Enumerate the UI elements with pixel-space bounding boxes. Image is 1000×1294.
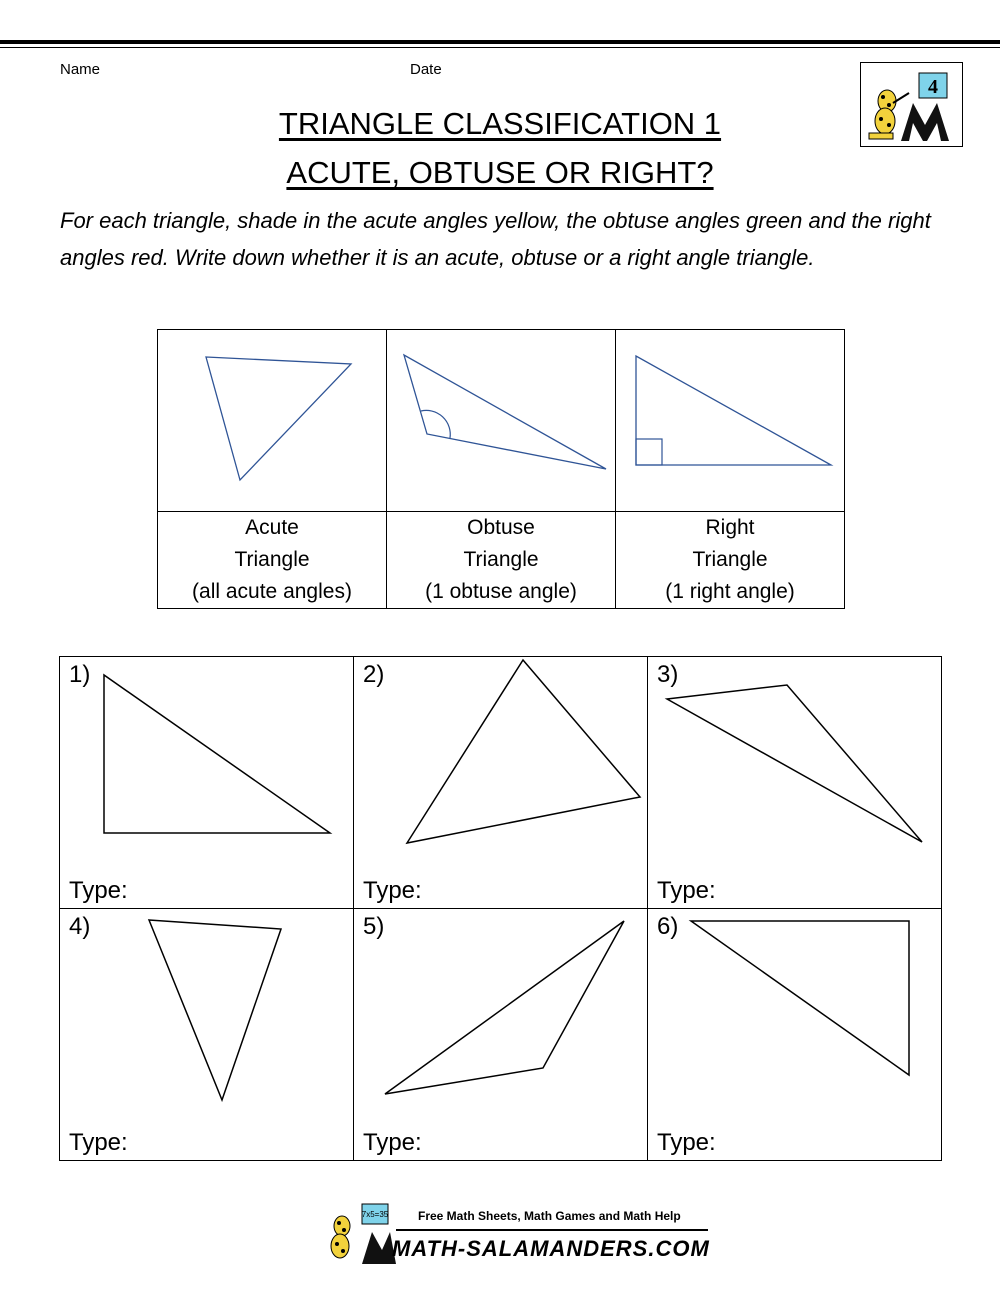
caption-line: (all acute angles) — [192, 580, 352, 603]
example-obtuse-figure — [387, 330, 616, 512]
date-label: Date — [410, 61, 442, 78]
question-cell-2 — [354, 657, 648, 909]
footer-tagline: Free Math Sheets, Math Games and Math Help — [418, 1209, 681, 1223]
question-cell-4 — [60, 909, 354, 1161]
question-grid — [59, 656, 942, 1161]
page-subtitle: ACUTE, OBTUSE OR RIGHT? — [286, 155, 714, 190]
example-right-caption — [616, 512, 845, 609]
caption-line: Triangle — [463, 548, 539, 571]
question-number: 4) — [69, 913, 91, 940]
example-obtuse-caption — [387, 512, 616, 609]
caption-line: (1 obtuse angle) — [425, 580, 577, 603]
example-table — [157, 329, 845, 609]
caption-line: Acute — [245, 516, 299, 539]
example-acute-caption — [158, 512, 387, 609]
example-acute-figure — [158, 330, 387, 512]
triangle-1-icon — [60, 657, 353, 908]
question-cell-5 — [354, 909, 648, 1161]
salamander-mascot-icon — [326, 1202, 396, 1266]
caption-line: Triangle — [692, 548, 768, 571]
question-type-field[interactable]: Type: — [69, 1129, 128, 1156]
question-type-field[interactable]: Type: — [363, 1129, 422, 1156]
triangle-4-icon — [60, 909, 353, 1160]
footer-logo — [326, 1202, 396, 1266]
question-number: 3) — [657, 661, 679, 688]
caption-line: (1 right angle) — [665, 580, 795, 603]
acute-triangle-icon — [158, 330, 386, 506]
question-cell-6 — [648, 909, 942, 1161]
top-rule-thin — [0, 47, 1000, 48]
top-rule-thick — [0, 40, 1000, 44]
question-type-field[interactable]: Type: — [363, 877, 422, 904]
question-type-field[interactable]: Type: — [657, 1129, 716, 1156]
caption-line: Triangle — [234, 548, 310, 571]
footer-brand-link[interactable]: MATH-SALAMANDERS.COM — [392, 1236, 710, 1261]
name-label: Name — [60, 61, 101, 78]
instructions: For each triangle, shade in the acute angles yellow, the obtuse angles green and the right angles red. Write down whether it is an acute, obtuse or a right angle triangle. — [60, 208, 931, 270]
caption-line: Right — [705, 516, 755, 539]
obtuse-triangle-icon — [387, 330, 615, 506]
question-number: 1) — [69, 661, 91, 688]
triangle-5-icon — [354, 909, 647, 1160]
footer-divider — [396, 1229, 708, 1231]
triangle-3-icon — [648, 657, 941, 908]
triangle-6-icon — [648, 909, 941, 1160]
question-number: 6) — [657, 913, 679, 940]
triangle-2-icon — [354, 657, 647, 908]
question-number: 2) — [363, 661, 385, 688]
logo-badge-text: 4 — [928, 76, 938, 98]
page-title: TRIANGLE CLASSIFICATION 1 — [278, 106, 722, 141]
question-number: 5) — [363, 913, 385, 940]
caption-line: Obtuse — [467, 516, 535, 539]
question-type-field[interactable]: Type: — [69, 877, 128, 904]
footer-sign-text: 7x5=35 — [361, 1210, 389, 1219]
right-triangle-icon — [616, 330, 844, 506]
question-type-field[interactable]: Type: — [657, 877, 716, 904]
example-right-figure — [616, 330, 845, 512]
question-cell-3 — [648, 657, 942, 909]
question-cell-1 — [60, 657, 354, 909]
